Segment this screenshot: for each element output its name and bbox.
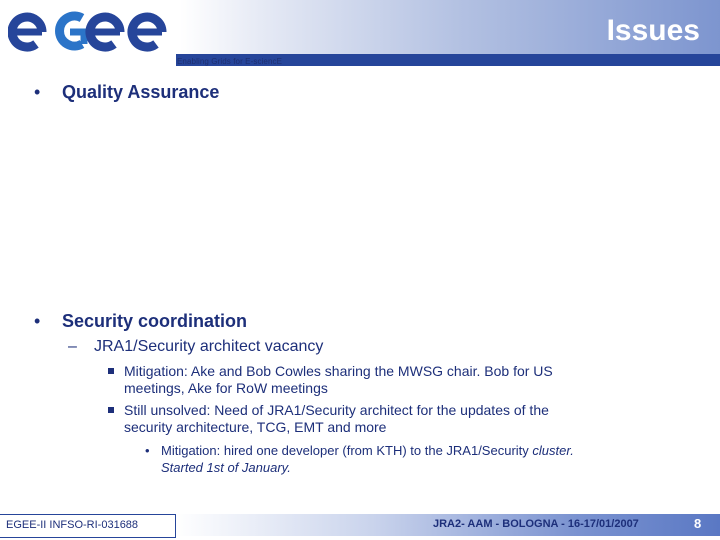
item-mitigation-hired xyxy=(145,442,574,476)
item-line xyxy=(161,442,574,459)
header-tagline: Enabling Grids for E-sciencE xyxy=(177,57,283,66)
egee-logo xyxy=(8,6,170,56)
bullet-dot-icon: • xyxy=(34,82,41,102)
logo-area xyxy=(0,0,178,66)
item-line: meetings, Ake for RoW meetings xyxy=(124,380,328,396)
footer-event: JRA2- AAM - BOLOGNA - 16-17/01/2007 xyxy=(433,518,639,530)
item-line: Started 1st of January. xyxy=(161,460,291,475)
item-mitigation-mwsg xyxy=(124,363,553,397)
item-text: Mitigation: hired one developer (from KTH) to the JRA1/Security xyxy=(161,443,533,458)
footer-left-box xyxy=(0,514,176,538)
page-number: 8 xyxy=(694,516,702,531)
bullet-quality-assurance xyxy=(34,82,220,103)
item-line: Mitigation: Ake and Bob Cowles sharing the MWSG chair. Bob for US xyxy=(124,363,553,379)
bullet-dot-icon: • xyxy=(145,443,150,458)
bullet-dot-icon: • xyxy=(34,311,41,331)
subbullet-text: JRA1/Security architect vacancy xyxy=(94,338,324,355)
square-bullet-icon xyxy=(108,407,114,413)
subbullet-jra1-vacancy xyxy=(68,338,324,356)
item-text-italic: cluster. xyxy=(532,443,574,458)
footer-project-id: EGEE-II INFSO-RI-031688 xyxy=(6,519,139,531)
item-line: security architecture, TCG, EMT and more xyxy=(124,419,387,435)
slide-title: Issues xyxy=(606,14,700,47)
square-bullet-icon xyxy=(108,368,114,374)
item-line: Still unsolved: Need of JRA1/Security architect for the updates of the xyxy=(124,402,549,418)
item-still-unsolved xyxy=(124,402,549,436)
bullet-text: Security coordination xyxy=(62,311,248,331)
dash-icon: – xyxy=(68,338,77,355)
slide-header xyxy=(0,0,720,70)
bullet-text: Quality Assurance xyxy=(62,82,220,102)
bullet-security-coordination xyxy=(34,311,248,332)
